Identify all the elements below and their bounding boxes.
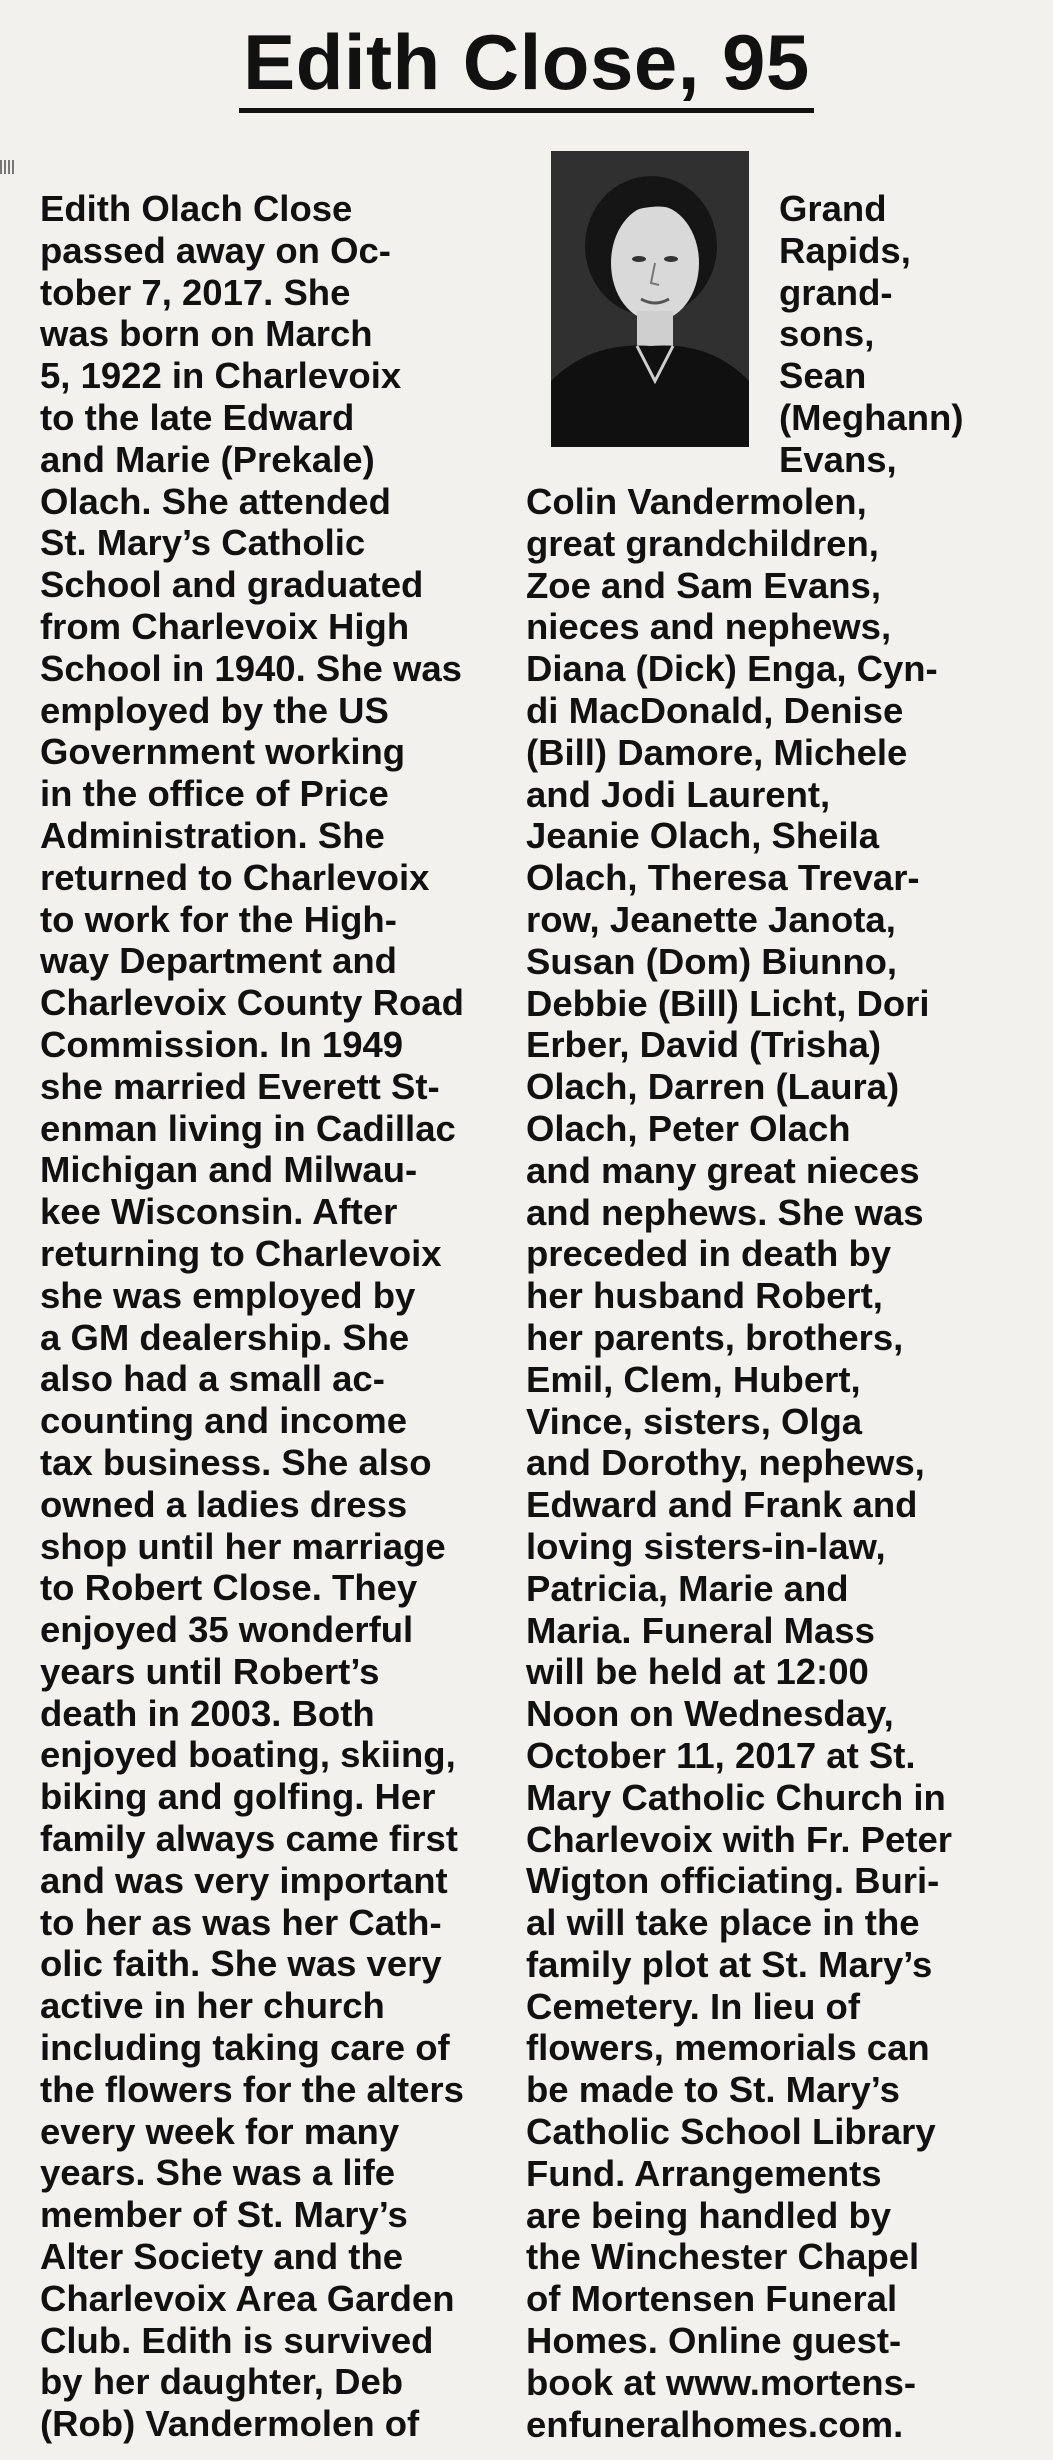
text-line: Cemetery. In lieu of [526,1985,860,2027]
text-line: kee Wisconsin. After [40,1191,398,1233]
text-line: 5, 1922 in Charlevoix [40,355,402,397]
text-line: and Marie (Prekale) [40,438,375,480]
text-line: Charlevoix Area Garden [40,2277,455,2319]
text-line: Charlevoix County Road [40,982,464,1024]
text-line: Administration. She [40,814,385,856]
text-line: preceded in death by [526,1233,892,1275]
text-line: Noon on Wednesday, [526,1693,894,1735]
text-line: Olach, Darren (Laura) [526,1066,900,1108]
text-line: enfuneralhomes.com. [526,2403,904,2445]
text-line: Commission. In 1949 [40,1023,404,1065]
text-line: Olach, Theresa Trevar- [526,857,920,899]
text-line: Michigan and Milwau- [40,1149,418,1191]
text-line: enman living in Cadillac [40,1107,456,1149]
text-line: row, Jeanette Janota, [526,898,896,940]
text-line: was born on March [40,313,373,355]
text-line: Catholic School Library [526,2111,936,2153]
text-line: Charlevoix with Fr. Peter [526,1818,952,1860]
text-line: Colin Vandermolen, [526,481,867,522]
text-line: of Mortensen Funeral [526,2278,898,2320]
text-line: School and graduated [40,564,424,606]
text-line: Homes. Online guest- [526,2320,902,2362]
portrait-photo [551,151,749,447]
text-line: family always came first [40,1818,458,1860]
text-line: family plot at St. Mary’s [526,1943,933,1985]
text-line: including taking care of [40,2027,450,2069]
headline: Edith Close, 95 [239,18,814,113]
text-line: book at www.mortens- [526,2361,917,2403]
text-line: Sean [779,355,867,397]
text-line: in the office of Price [40,773,389,815]
text-line: to her as was her Cath- [40,1901,442,1943]
text-line: the Winchester Chapel [526,2236,920,2278]
text-line: Vince, sisters, Olga [526,1400,863,1442]
text-line: tober 7, 2017. She [40,271,351,313]
text-line: nieces and nephews, [526,606,892,648]
right-column-top [779,188,1039,481]
text-line: Emil, Clem, Hubert, [526,1358,861,1400]
text-line: School in 1940. She was [40,647,462,689]
text-line: she married Everett St- [40,1065,440,1107]
right-column [526,481,1036,2445]
text-line: her parents, brothers, [526,1316,904,1358]
text-line: Rapids, [779,229,911,271]
text-line: Maria. Funeral Mass [526,1609,875,1651]
text-line: be made to St. Mary’s [526,2069,900,2111]
text-line: St. Mary’s Catholic [40,522,366,564]
text-line: returning to Charlevoix [40,1232,442,1274]
text-line: loving sisters-in-law, [526,1525,886,1567]
text-line: (Rob) Vandermolen of [40,2403,420,2445]
text-line: her husband Robert, [526,1275,883,1317]
text-line: al will take place in the [526,1902,920,1944]
text-line: enjoyed 35 wonderful [40,1609,414,1651]
text-line: Susan (Dom) Biunno, [526,940,898,982]
text-line: a GM dealership. She [40,1316,410,1358]
text-line: returned to Charlevoix [40,856,430,898]
text-line: grand- [779,271,893,313]
text-line: Grand [779,188,887,229]
text-line: active in her church [40,1985,385,2027]
text-line: and nephews. She was [526,1191,924,1233]
text-line: death in 2003. Both [40,1692,375,1734]
text-line: counting and income [40,1400,408,1442]
text-line: employed by the US [40,689,389,731]
text-line: Edith Olach Close [40,188,353,229]
text-line: to work for the High- [40,898,397,940]
text-line: and many great nieces [526,1149,920,1191]
text-line: Jeanie Olach, Sheila [526,815,880,857]
text-line: Alter Society and the [40,2236,404,2278]
text-line: Olach, Peter Olach [526,1107,851,1149]
text-line: Evans, [779,438,897,480]
text-line: Fund. Arrangements [526,2152,882,2194]
text-line: she was employed by [40,1274,416,1316]
text-line: Erber, David (Trisha) [526,1024,881,1066]
text-line: will be held at 12:00 [526,1651,869,1693]
text-line: to the late Edward [40,396,355,438]
left-column [40,188,510,2445]
text-line: Mary Catholic Church in [526,1776,946,1818]
text-line: by her daughter, Deb [40,2361,404,2403]
text-line: Debbie (Bill) Licht, Dori [526,982,930,1024]
text-line: Edward and Frank and [526,1484,918,1526]
text-line: olic faith. She was very [40,1943,442,1985]
text-line: Wigton officiating. Buri- [526,1860,940,1902]
text-line: to Robert Close. They [40,1567,418,1609]
text-line: biking and golfing. Her [40,1776,436,1818]
text-line: Olach. She attended [40,480,391,522]
text-line: Diana (Dick) Enga, Cyn- [526,648,938,690]
text-line: owned a ladies dress [40,1483,408,1525]
text-line: Zoe and Sam Evans, [526,564,881,606]
text-line: shop until her marriage [40,1525,446,1567]
text-line: enjoyed boating, skiing, [40,1734,456,1776]
text-line: flowers, memorials can [526,2027,930,2069]
text-line: and was very important [40,1859,448,1901]
text-line: way Department and [40,940,397,982]
scan-edge-mark [0,160,14,174]
text-line: every week for many [40,2110,400,2152]
text-line: Club. Edith is survived [40,2319,434,2361]
text-line: (Bill) Damore, Michele [526,731,908,773]
portrait-image [551,151,749,447]
text-line: the flowers for the alters [40,2068,464,2110]
text-line: years. She was a life [40,2152,396,2194]
text-line: sons, [779,313,875,355]
text-line: (Meghann) [779,396,964,438]
text-line: tax business. She also [40,1441,432,1483]
text-line: October 11, 2017 at St. [526,1734,916,1776]
text-line: also had a small ac- [40,1358,385,1400]
text-line: great grandchildren, [526,522,879,564]
headline-container [0,18,1053,106]
text-line: member of St. Mary’s [40,2194,408,2236]
text-line: years until Robert’s [40,1650,380,1692]
text-line: Government working [40,731,406,773]
text-line: and Jodi Laurent, [526,773,831,815]
text-line: Patricia, Marie and [526,1567,849,1609]
text-line: di MacDonald, Denise [526,689,904,731]
text-line: from Charlevoix High [40,605,410,647]
text-line: are being handled by [526,2194,892,2236]
text-line: passed away on Oc- [40,229,391,271]
text-line: and Dorothy, nephews, [526,1442,925,1484]
